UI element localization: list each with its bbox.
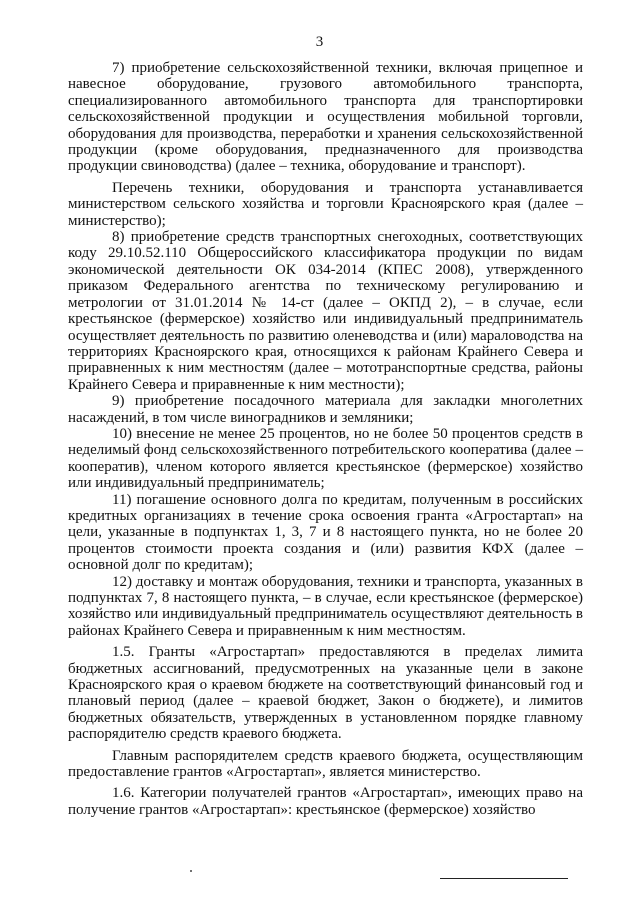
paragraph-item-8: 8) приобретение средств транспортных снегоходных, соответствующих коду 29.10.52.110 Общероссийского классификатора продукции по видам экономической деятельности ОК 034-2014 (КПЕС 2008), утвержденного приказом Федерального агентства по техническому регулированию и метрологии от 31.01.2014 № 14-ст (далее – ОКПД 2), – в случае, если крестьянское (фермерское) хозяйство или индивидуальный предприниматель осуществляет деятельность по развитию оленеводства и (или) мараловодства на территориях Красноярского края, относящихся к районам Крайнего Севера и приравненных к ним местностям (далее – мототранспортные средства, районы Крайнего Севера и приравненные к ним местности);	[68, 229, 583, 393]
footer-rule	[440, 878, 568, 879]
paragraph-section-1-6: 1.6. Категории получателей грантов «Агростартап», имеющих право на получение грантов «Агростартап»: крестьянское (фермерское) хозяйство	[68, 785, 583, 818]
paragraph-equipment-list: Перечень техники, оборудования и транспорта устанавливается министерством сельского хозяйства и торговли Красноярского края (далее – министерство);	[68, 179, 583, 229]
paragraph-main-administrator: Главным распорядителем средств краевого бюджета, осуществляющим предоставление грантов «Агростартап», является министерство.	[68, 747, 583, 781]
scan-speck	[190, 870, 192, 872]
paragraph-section-1-5: 1.5. Гранты «Агростартап» предоставляются в пределах лимита бюджетных ассигнований, предусмотренных на указанные цели в законе Красноярского края о краевом бюджете на соответствующий финансовый год и плановый период (далее – краевой бюджет, Закон о бюджете), и лимитов бюджетных обязательств, утвержденных в установленном порядке главному распорядителю средств краевого бюджета.	[68, 644, 583, 743]
page-number: 3	[315, 34, 324, 50]
paragraph-item-11: 11) погашение основного долга по кредитам, полученным в российских кредитных организациях в течение срока освоения гранта «Агростартап» на цели, указанные в подпунктах 1, 3, 7 и 8 настоящего пункта, но не более 20 процентов стоимости проекта создания и (или) развития КФХ (далее – основной долг по кредитам);	[68, 491, 583, 574]
paragraph-item-12: 12) доставку и монтаж оборудования, техники и транспорта, указанных в подпунктах 7, 8 настоящего пункта, – в случае, если крестьянское (фермерское) хозяйство или индивидуальный предприниматель осуществляют деятельность в районах Крайнего Севера и приравненным к ним местностям.	[68, 573, 583, 639]
paragraph-item-9: 9) приобретение посадочного материала для закладки многолетних насаждений, в том числе виноградников и земляники;	[68, 393, 583, 426]
document-body	[68, 60, 583, 818]
paragraph-item-7: 7) приобретение сельскохозяйственной техники, включая прицепное и навесное оборудование, грузового автомобильного транспорта, специализированного автомобильного транспорта для транспортировки сельскохозяйственной продукции и осуществления мобильной торговли, оборудования для производства, переработки и хранения сельскохозяйственной продукции (кроме оборудования, предназначенного для производства продукции свиноводства) (далее – техника, оборудование и транспорт).	[68, 60, 583, 175]
paragraph-item-10: 10) внесение не менее 25 процентов, но не более 50 процентов средств в неделимый фонд сельскохозяйственного потребительского кооператива (далее – кооператив), членом которого является крестьянское (фермерское) хозяйство или индивидуальный предприниматель;	[68, 425, 583, 492]
